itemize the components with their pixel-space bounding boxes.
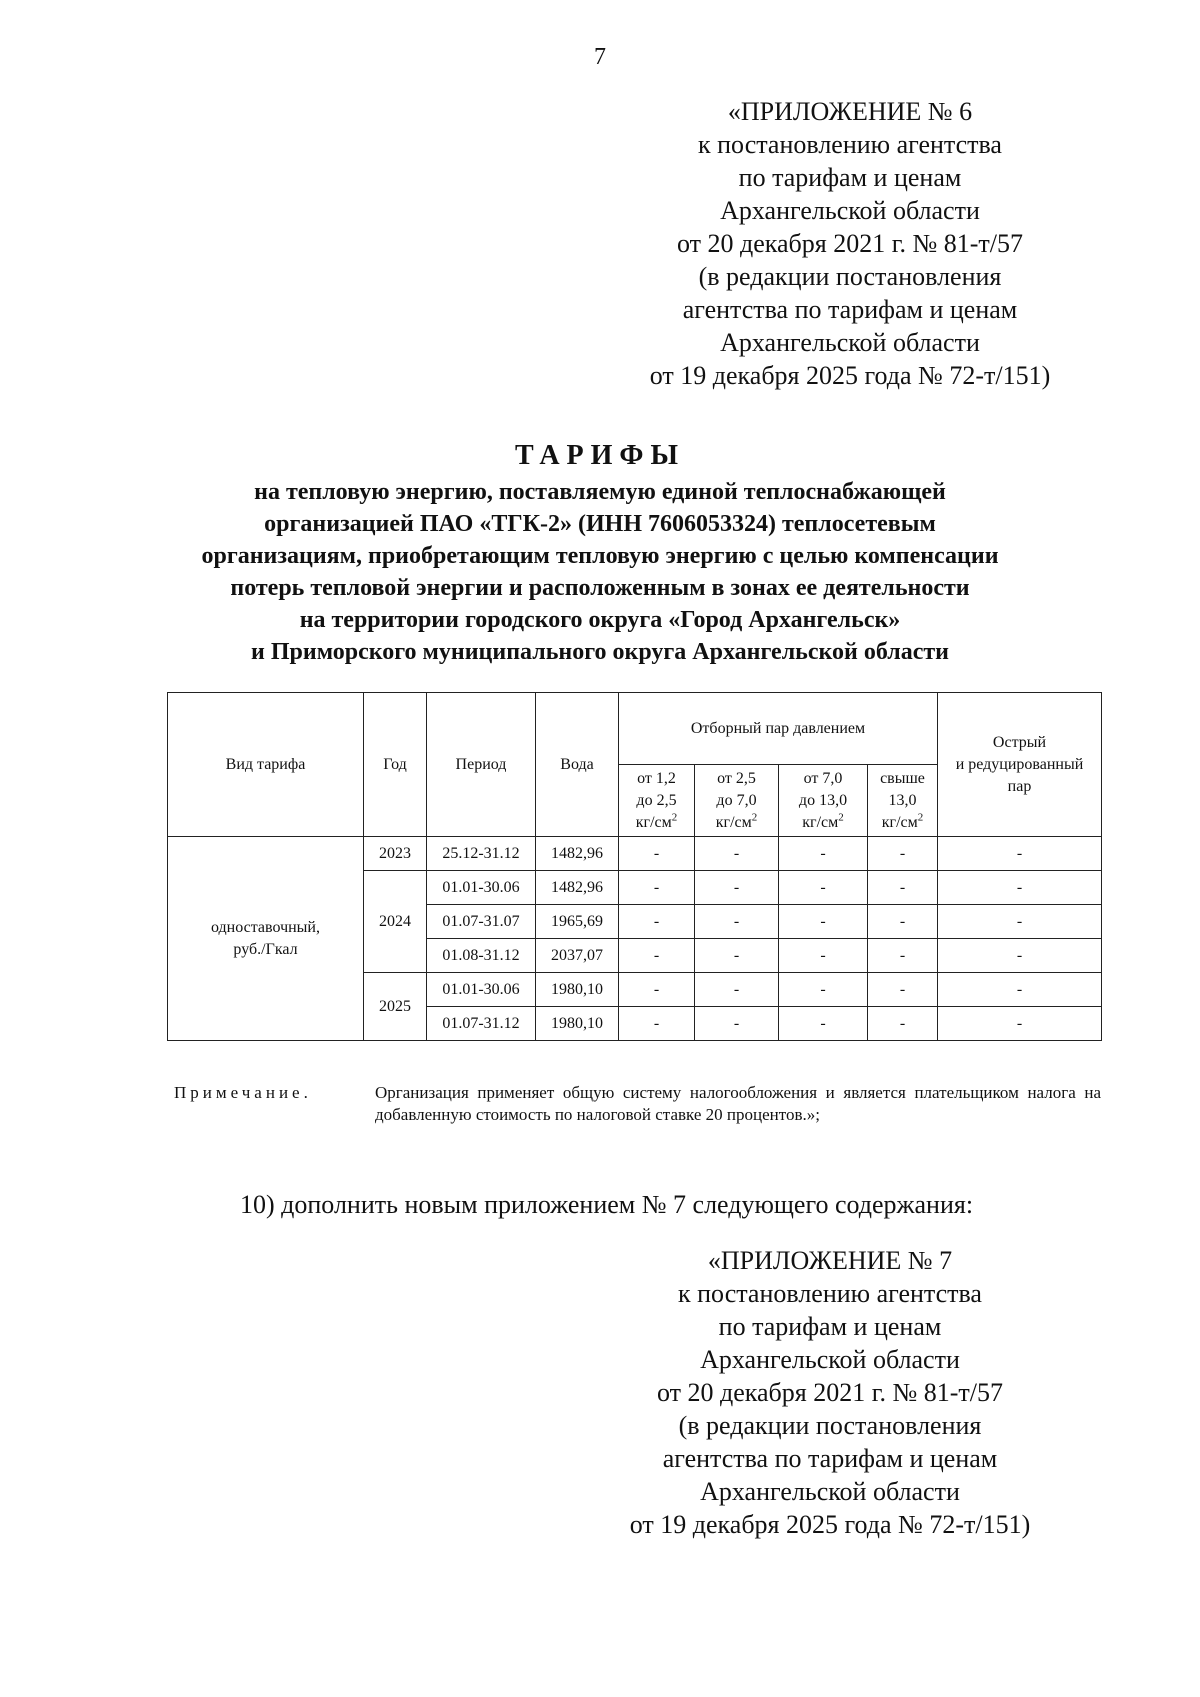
approval-line: Архангельской области xyxy=(700,1477,960,1506)
value-cell: - xyxy=(695,905,779,939)
note-label: Примечание. xyxy=(174,1083,312,1102)
approval-line: от 20 декабря 2021 г. № 81-т/57 xyxy=(656,1378,1004,1407)
value-cell: - xyxy=(695,837,779,871)
value-cell: - xyxy=(619,905,695,939)
approval-line: к постановлению агентства xyxy=(678,1279,982,1308)
value-cell: - xyxy=(868,1007,938,1041)
water-cell: 1482,96 xyxy=(536,837,619,871)
header-tariff-type: Вид тарифа xyxy=(168,693,364,837)
value-cell: - xyxy=(779,939,868,973)
value-cell: - xyxy=(938,905,1102,939)
water-cell: 1980,10 xyxy=(536,1007,619,1041)
value-cell: - xyxy=(619,871,695,905)
approval-line: Архангельской области xyxy=(700,1345,960,1374)
tariff-type-cell: одноставочный, руб./Гкал xyxy=(168,837,364,1041)
approval-line: по тарифам и ценам xyxy=(718,1312,942,1341)
value-cell: - xyxy=(868,939,938,973)
value-cell: - xyxy=(779,1007,868,1041)
value-cell: - xyxy=(695,973,779,1007)
year-cell: 2023 xyxy=(364,837,427,871)
approval-line: агентства по тарифам и ценам xyxy=(682,295,1018,324)
approval-line: Архангельской области xyxy=(720,328,980,357)
note-text: Организация применяет общую систему налогообложения и является плательщиком налога на добавленную стоимость по налоговой ставке 20 процентов.»; xyxy=(375,1083,1101,1124)
title-line: и Приморского муниципального округа Архангельской области xyxy=(251,639,949,665)
water-cell: 1965,69 xyxy=(536,905,619,939)
value-cell: - xyxy=(695,1007,779,1041)
value-cell: - xyxy=(619,973,695,1007)
value-cell: - xyxy=(619,939,695,973)
value-cell: - xyxy=(779,837,868,871)
tariffs-title-block xyxy=(100,436,1100,668)
period-cell: 01.08-31.12 xyxy=(427,939,536,973)
title-line: на территории городского округа «Город Архангельск» xyxy=(299,607,901,633)
table-row xyxy=(168,837,1102,871)
header-pressure-3: от 7,0 до 13,0 $кг/см^2$ xyxy=(779,765,868,837)
approval-line: от 19 декабря 2025 года № 72-т/151) xyxy=(649,361,1051,390)
appendix-6-approval-block xyxy=(600,95,1100,392)
approval-line: от 20 декабря 2021 г. № 81-т/57 xyxy=(676,229,1024,258)
header-pressure-4: свыше 13,0 $кг/см^2$ xyxy=(868,765,938,837)
header-pressure-2: от 2,5 до 7,0 $кг/см^2$ xyxy=(695,765,779,837)
value-cell: - xyxy=(695,871,779,905)
value-cell: - xyxy=(938,837,1102,871)
title-line: организациям, приобретающим тепловую энергию с целью компенсации xyxy=(201,543,999,569)
period-cell: 01.01-30.06 xyxy=(427,871,536,905)
value-cell: - xyxy=(868,871,938,905)
approval-line: (в редакции постановления xyxy=(698,262,1002,291)
value-cell: - xyxy=(779,905,868,939)
value-cell: - xyxy=(938,973,1102,1007)
approval-line: от 19 декабря 2025 года № 72-т/151) xyxy=(629,1510,1031,1539)
value-cell: - xyxy=(868,973,938,1007)
tariffs-table xyxy=(167,692,1102,1041)
approval-line: «ПРИЛОЖЕНИЕ № 6 xyxy=(727,97,973,126)
approval-line: (в редакции постановления xyxy=(678,1411,982,1440)
header-period: Период xyxy=(427,693,536,837)
period-cell: 01.01-30.06 xyxy=(427,973,536,1007)
year-cell: 2024 xyxy=(364,871,427,973)
title-line: на тепловую энергию, поставляемую единой теплоснабжающей xyxy=(254,479,946,505)
period-cell: 01.07-31.07 xyxy=(427,905,536,939)
value-cell: - xyxy=(938,939,1102,973)
approval-line: агентства по тарифам и ценам xyxy=(662,1444,998,1473)
water-cell: 2037,07 xyxy=(536,939,619,973)
approval-line: по тарифам и ценам xyxy=(738,163,962,192)
value-cell: - xyxy=(619,837,695,871)
period-cell: 25.12-31.12 xyxy=(427,837,536,871)
value-cell: - xyxy=(779,871,868,905)
header-selected-steam: Отборный пар давлением xyxy=(619,693,938,765)
value-cell: - xyxy=(868,905,938,939)
value-cell: - xyxy=(779,973,868,1007)
value-cell: - xyxy=(868,837,938,871)
header-year: Год xyxy=(364,693,427,837)
title-heading: ТАРИФЫ xyxy=(515,440,685,471)
period-cell: 01.07-31.12 xyxy=(427,1007,536,1041)
title-line: организацией ПАО «ТГК-2» (ИНН 7606053324) теплосетевым xyxy=(264,511,936,537)
value-cell: - xyxy=(619,1007,695,1041)
approval-line: Архангельской области xyxy=(720,196,980,225)
value-cell: - xyxy=(938,871,1102,905)
year-cell: 2025 xyxy=(364,973,427,1041)
item-10-text: 10) дополнить новым приложением № 7 следующего содержания: xyxy=(240,1190,974,1219)
value-cell: - xyxy=(695,939,779,973)
page-number: 7 xyxy=(594,44,606,70)
water-cell: 1980,10 xyxy=(536,973,619,1007)
water-cell: 1482,96 xyxy=(536,871,619,905)
header-sharp-steam: Острый и редуцированный пар xyxy=(938,693,1102,837)
approval-line: «ПРИЛОЖЕНИЕ № 7 xyxy=(707,1246,953,1275)
header-pressure-1: от 1,2 до 2,5 $кг/см^2$ xyxy=(619,765,695,837)
value-cell: - xyxy=(938,1007,1102,1041)
header-water: Вода xyxy=(536,693,619,837)
appendix-7-approval-block xyxy=(580,1244,1080,1541)
approval-line: к постановлению агентства xyxy=(698,130,1002,159)
title-line: потерь тепловой энергии и расположенным в зонах ее деятельности xyxy=(230,575,970,601)
